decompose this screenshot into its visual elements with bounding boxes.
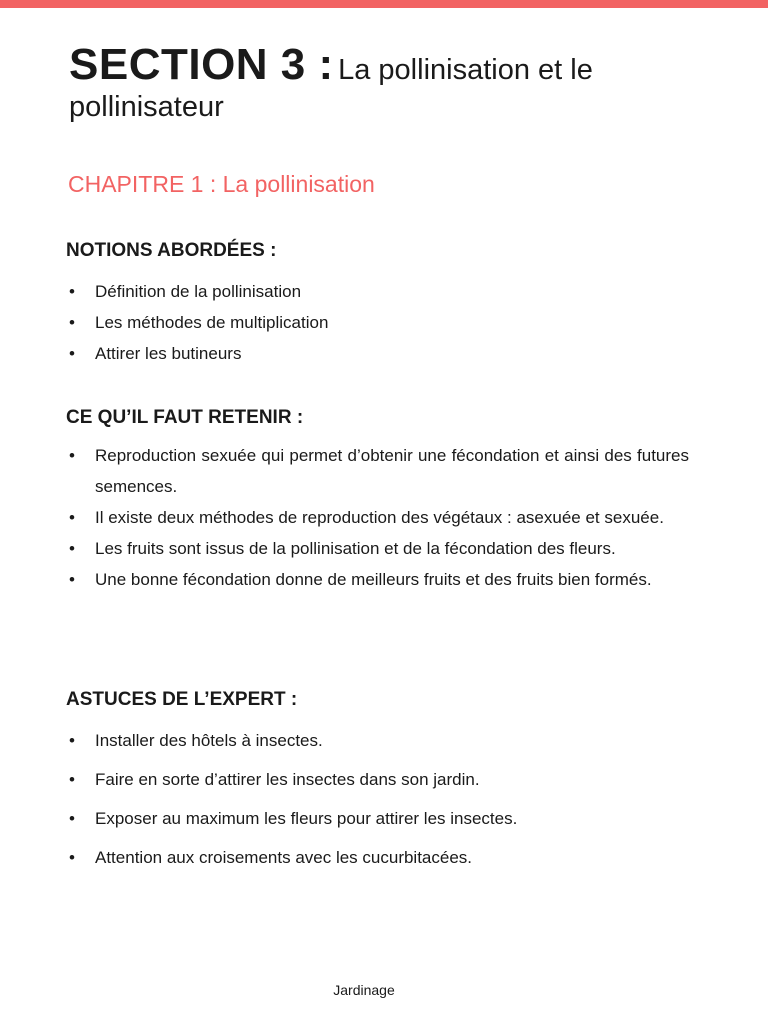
retenir-heading: CE QU’IL FAUT RETENIR :	[66, 407, 304, 428]
page-footer: Jardinage	[333, 982, 395, 998]
list-item: • Installer des hôtels à insectes.	[66, 727, 696, 754]
list-item: • Attirer les butineurs	[66, 338, 696, 369]
list-item: • Il existe deux méthodes de reproduction des végétaux : asexuée et sexuée.	[66, 502, 689, 533]
list-item: • Attention aux croisements avec les cucurbitacées.	[66, 844, 696, 871]
section-title-part2: pollinisateur	[69, 91, 224, 124]
list-item: • Faire en sorte d’attirer les insectes dans son jardin.	[66, 766, 696, 793]
list-item: • Définition de la pollinisation	[66, 276, 696, 307]
retenir-list	[66, 440, 689, 595]
astuces-heading: ASTUCES DE L’EXPERT :	[66, 689, 298, 710]
section-title-part1: La pollinisation et le	[338, 54, 593, 86]
section-title	[69, 42, 709, 123]
notions-heading: NOTIONS ABORDÉES :	[66, 240, 277, 261]
list-item: • Exposer au maximum les fleurs pour attirer les insectes.	[66, 805, 696, 832]
section-label: SECTION 3 :	[69, 40, 334, 89]
list-item: • Les méthodes de multiplication	[66, 307, 696, 338]
list-item: • Les fruits sont issus de la pollinisation et de la fécondation des fleurs.	[66, 533, 689, 564]
astuces-list	[66, 727, 696, 883]
chapter-title: CHAPITRE 1 : La pollinisation	[68, 171, 375, 197]
list-item: • Une bonne fécondation donne de meilleurs fruits et des fruits bien formés.	[66, 564, 689, 595]
list-item: • Reproduction sexuée qui permet d’obtenir une fécondation et ainsi des futures semences.	[66, 440, 689, 502]
notions-list	[66, 276, 696, 369]
